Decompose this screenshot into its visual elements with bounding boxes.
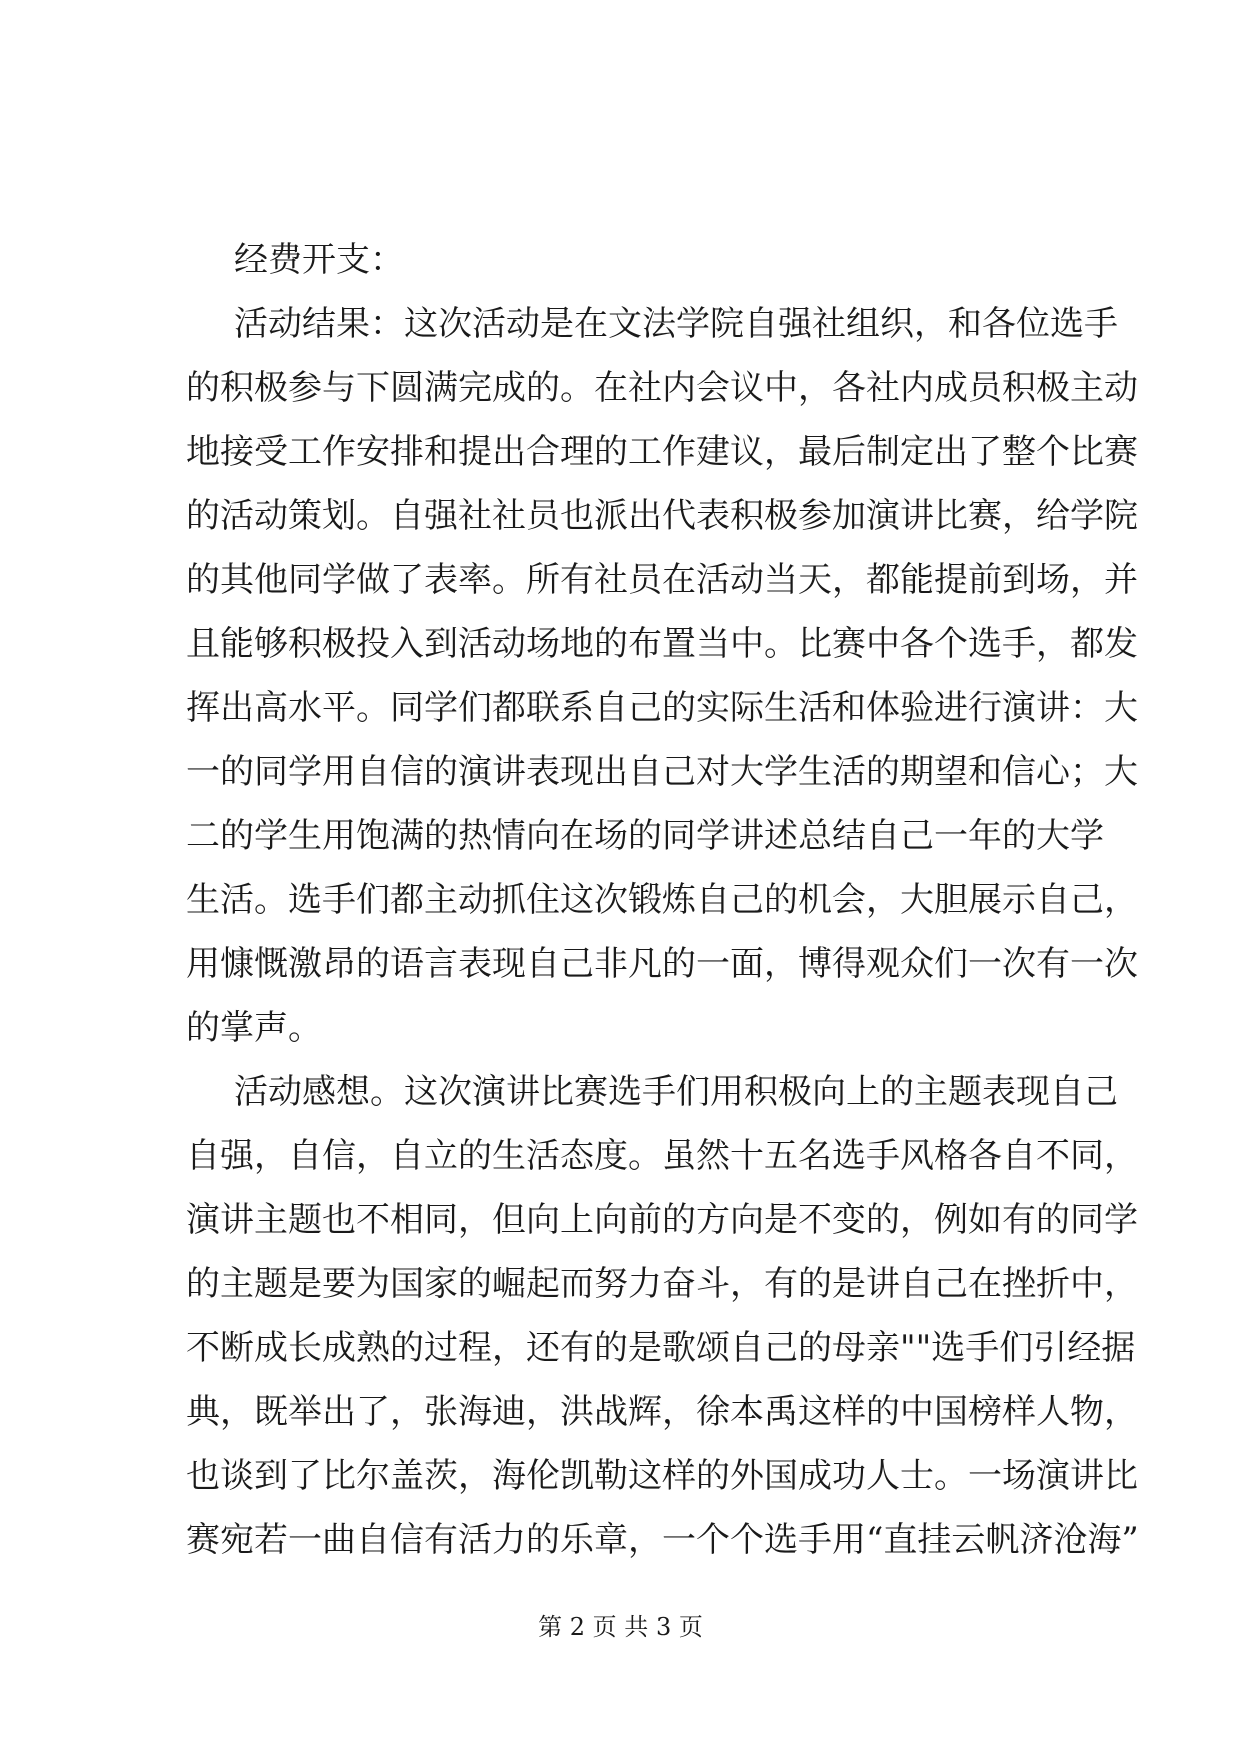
document-body xyxy=(186,228,1139,1572)
paragraph-thoughts-line-4: 的主题是要为国家的崛起而努力奋斗，有的是讲自己在挫折中， xyxy=(186,1264,1138,1304)
paragraph-results-line-6: 且能够积极投入到活动场地的布置当中。比赛中各个选手，都发 xyxy=(186,624,1138,664)
paragraph-results-line-2: 的积极参与下圆满完成的。在社内会议中，各社内成员积极主动 xyxy=(186,368,1138,408)
paragraph-thoughts-line-3: 演讲主题也不相同，但向上向前的方向是不变的，例如有的同学 xyxy=(186,1200,1138,1240)
paragraph-results-line-12: 的掌声。 xyxy=(186,1008,322,1048)
page-number-footer: 第 2 页 共 3 页 xyxy=(538,1613,703,1641)
paragraph-results-line-4: 的活动策划。自强社社员也派出代表积极参加演讲比赛，给学院 xyxy=(186,496,1138,536)
paragraph-results-line-7: 挥出高水平。同学们都联系自己的实际生活和体验进行演讲：大 xyxy=(186,688,1138,728)
paragraph-results-line-5: 的其他同学做了表率。所有社员在活动当天，都能提前到场，并 xyxy=(186,560,1138,600)
paragraph-thoughts-line-1: 活动感想。这次演讲比赛选手们用积极向上的主题表现自己 xyxy=(234,1072,1118,1112)
paragraph-results-line-9: 二的学生用饱满的热情向在场的同学讲述总结自己一年的大学 xyxy=(186,816,1104,856)
paragraph-thoughts-line-5: 不断成长成熟的过程，还有的是歌颂自己的母亲""选手们引经据 xyxy=(186,1328,1136,1368)
heading-expenses: 经费开支： xyxy=(234,240,404,280)
paragraph-results-line-8: 一的同学用自信的演讲表现出自己对大学生活的期望和信心；大 xyxy=(186,752,1138,792)
paragraph-results-line-11: 用慷慨激昂的语言表现自己非凡的一面，博得观众们一次有一次 xyxy=(186,944,1138,984)
paragraph-thoughts-line-8: 赛宛若一曲自信有活力的乐章，一个个选手用“直挂云帆济沧海” xyxy=(186,1520,1139,1560)
paragraph-thoughts-line-7: 也谈到了比尔盖茨，海伦凯勒这样的外国成功人士。一场演讲比 xyxy=(186,1456,1138,1496)
paragraph-results-line-3: 地接受工作安排和提出合理的工作建议，最后制定出了整个比赛 xyxy=(186,432,1138,472)
paragraph-results-line-1: 活动结果：这次活动是在文法学院自强社组织，和各位选手 xyxy=(234,304,1118,344)
paragraph-thoughts-line-2: 自强，自信，自立的生活态度。虽然十五名选手风格各自不同， xyxy=(186,1136,1138,1176)
paragraph-thoughts-line-6: 典，既举出了，张海迪，洪战辉，徐本禹这样的中国榜样人物， xyxy=(186,1392,1138,1432)
paragraph-results-line-10: 生活。选手们都主动抓住这次锻炼自己的机会，大胆展示自己， xyxy=(186,880,1138,920)
